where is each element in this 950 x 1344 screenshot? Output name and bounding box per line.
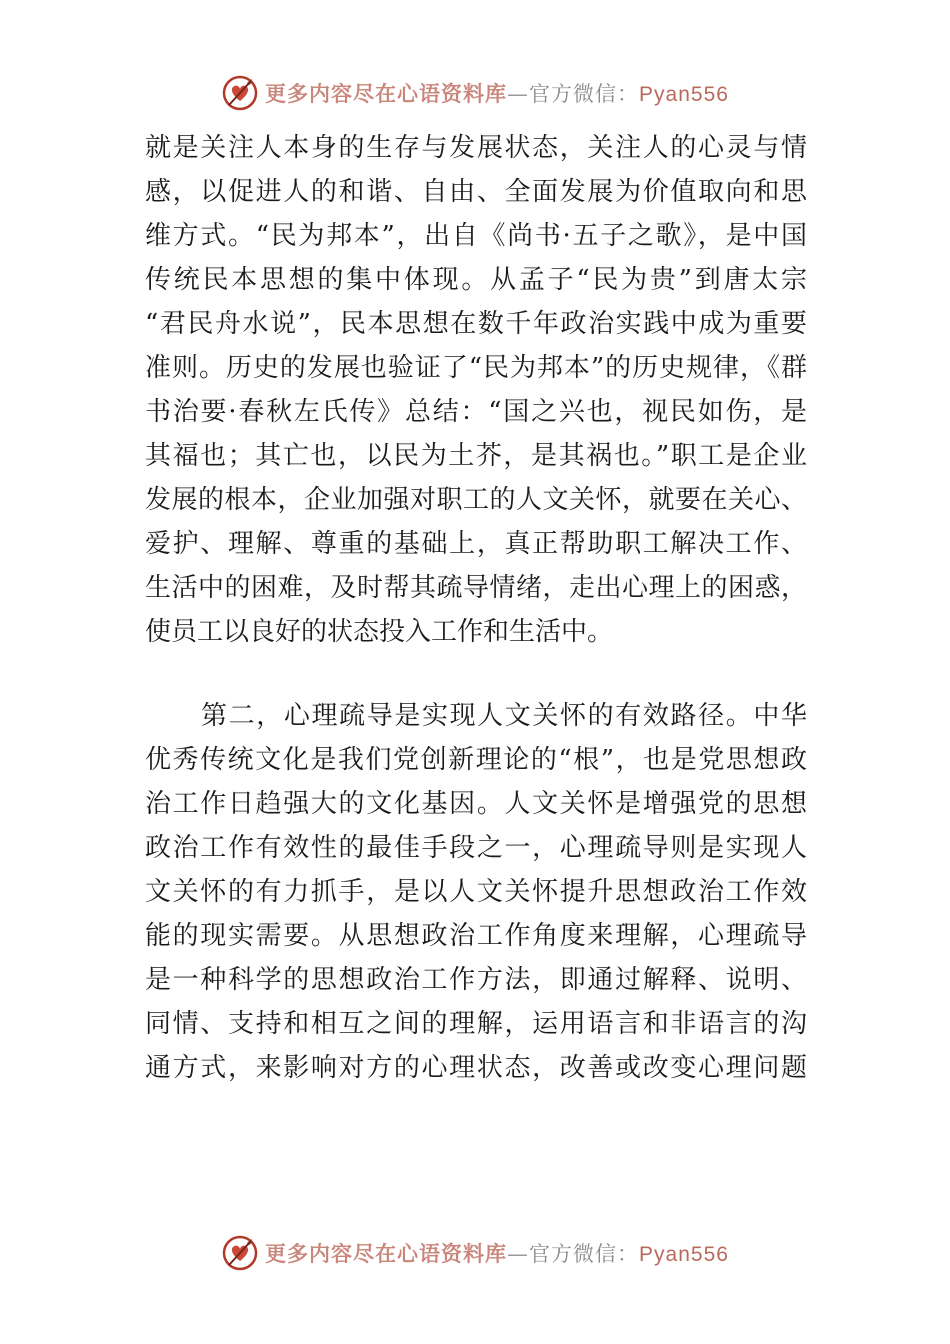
header-watermark [0,74,950,112]
heart-quill-logo-icon [221,74,259,112]
text-line: 是一种科学的思想政治工作方法，即通过解释、说明、 [145,965,807,995]
watermark-dash: — [507,82,530,106]
paragraph-1 [145,126,807,654]
footer-watermark [0,1234,950,1272]
text-line: 能的现实需要。从思想政治工作角度来理解，心理疏导 [145,921,807,951]
text-line: 文关怀的有力抓手，是以人文关怀提升思想政治工作效 [145,877,807,907]
paragraph-2 [145,694,807,1090]
text-line: 感，以促进人的和谐、自由、全面发展为价值取向和思 [145,177,807,207]
text-line: “君民舟水说”，民本思想在数千年政治实践中成为重要 [145,309,807,339]
watermark-wechat-id: Pyan556 [639,83,729,106]
text-line: 发展的根本，企业加强对职工的人文关怀，就要在关心、 [145,485,807,515]
watermark-wechat-label: 官方微信： [529,82,640,106]
text-line: 同情、支持和相互之间的理解，运用语言和非语言的沟 [145,1009,807,1039]
text-line: 其福也；其亡也，以民为土芥，是其祸也。”职工是企业 [145,441,807,471]
text-line: 维方式。“民为邦本”，出自《尚书·五子之歌》，是中国 [145,221,807,251]
text-line: 传统民本思想的集中体现。从孟子“民为贵”到唐太宗 [145,265,807,295]
text-line: 爱护、理解、尊重的基础上，真正帮助职工解决工作、 [145,529,807,559]
text-line: 就是关注人本身的生存与发展状态，关注人的心灵与情 [145,133,807,163]
text-line: 书治要·春秋左氏传》总结：“国之兴也，视民如伤，是 [145,397,807,427]
watermark-brand: 更多内容尽在心语资料库 [265,1242,508,1266]
text-line: 治工作日趋强大的文化基因。人文关怀是增强党的思想 [145,789,807,819]
watermark-dash: — [507,1242,530,1266]
watermark-wechat-label: 官方微信： [529,1242,640,1266]
watermark-brand: 更多内容尽在心语资料库 [265,82,508,106]
text-line: 准则。历史的发展也验证了“民为邦本”的历史规律，《群 [145,353,807,383]
text-line: 优秀传统文化是我们党创新理论的“根”，也是党思想政 [145,745,807,775]
watermark-text [265,1238,729,1268]
watermark-text [265,78,729,108]
heart-quill-logo-icon [221,1234,259,1272]
text-line: 通方式，来影响对方的心理状态，改善或改变心理问题 [145,1053,807,1083]
watermark-wechat-id: Pyan556 [639,1243,729,1266]
text-line: 政治工作有效性的最佳手段之一，心理疏导则是实现人 [145,833,807,863]
text-line: 使员工以良好的状态投入工作和生活中。 [145,617,614,647]
text-line: 生活中的困难，及时帮其疏导情绪，走出心理上的困惑， [145,573,807,603]
text-line: 第二，心理疏导是实现人文关怀的有效路径。中华 [201,701,807,731]
